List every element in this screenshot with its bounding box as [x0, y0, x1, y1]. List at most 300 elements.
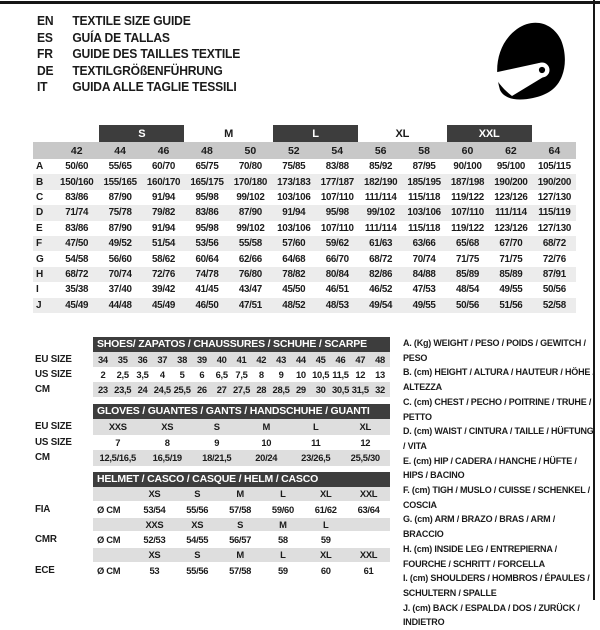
size-value-cell: 46/52 — [369, 284, 393, 296]
size-value-cell: 95/98 — [325, 207, 349, 219]
strip-value-cell: 28,5 — [272, 384, 290, 395]
size-column-header: 48 — [201, 144, 213, 157]
strip-value-cell: 18/21,5 — [202, 452, 232, 464]
size-value-cell: 50/60 — [65, 161, 89, 173]
strip-value-cell: 6 — [199, 369, 205, 380]
strip-value-cell: XL — [320, 488, 332, 500]
strip-value-cell: 12 — [355, 369, 366, 380]
size-value-cell: 87/95 — [412, 161, 436, 173]
strip-value-cell: 58 — [277, 534, 288, 545]
strip-value-cell: 10 — [295, 369, 306, 380]
size-value-cell: 55/65 — [108, 161, 132, 173]
size-group-s: S — [99, 125, 184, 142]
size-column-header: 58 — [418, 144, 430, 157]
size-value-cell: 52/58 — [542, 299, 566, 311]
row-letter: E — [36, 222, 43, 234]
size-table-body — [33, 159, 576, 313]
measurement-legend — [403, 336, 595, 630]
strip-value-cell: 2 — [100, 369, 106, 380]
size-value-cell: 71/74 — [65, 207, 89, 219]
strip-value-cell: 44 — [295, 354, 306, 365]
size-value-cell: 70/74 — [108, 268, 132, 280]
strip-value-cell: 56/57 — [229, 534, 252, 545]
size-value-cell: 46/51 — [325, 284, 349, 296]
size-value-cell: 37/40 — [108, 284, 132, 296]
size-value-cell: 123/126 — [494, 222, 528, 234]
strip-value-cell: 52/53 — [143, 534, 166, 545]
strip-value-cell: 27 — [216, 384, 227, 395]
row-label: ECE — [35, 564, 55, 576]
size-value-cell: 78/82 — [282, 268, 306, 280]
size-value-cell: 49/55 — [412, 299, 436, 311]
size-value-cell: 150/160 — [60, 176, 94, 188]
strip-value-cell: 57/58 — [229, 503, 252, 515]
strip-value-cell: 41 — [236, 354, 247, 365]
size-value-cell: 185/195 — [407, 176, 441, 188]
strip-value-cell: 11,5 — [332, 369, 349, 380]
diameter-unit-cell: Ø CM — [97, 503, 121, 515]
size-value-cell: 48/53 — [325, 299, 349, 311]
strip-value-cell: 47 — [355, 354, 366, 365]
size-value-cell: 48/52 — [282, 299, 306, 311]
size-value-cell: 44/48 — [108, 299, 132, 311]
size-value-cell: 160/170 — [146, 176, 181, 188]
size-table-row — [33, 221, 576, 236]
size-value-cell: 60/64 — [195, 253, 219, 265]
strip-value-cell: 53/54 — [143, 503, 166, 515]
strip-value-cell: M — [236, 488, 244, 500]
row-letter: I — [36, 284, 39, 296]
size-value-cell: 91/94 — [152, 222, 176, 234]
row-letter: B — [36, 176, 44, 188]
size-value-cell: 65/68 — [455, 238, 480, 250]
size-value-cell: 47/51 — [238, 299, 262, 311]
strip-value-cell: 13 — [375, 369, 385, 380]
size-value-cell: 107/110 — [451, 207, 484, 219]
size-value-cell: 95/98 — [195, 222, 219, 234]
size-value-cell: 80/84 — [325, 268, 349, 280]
legend-item: D. (cm) WAIST / CINTURA / TAILLE / HÜFTUNG / VITA — [403, 426, 594, 451]
size-value-cell: 87/91 — [542, 268, 566, 280]
gloves-row-labels — [35, 404, 93, 466]
language-code: FR — [37, 46, 53, 61]
size-value-cell: 115/118 — [407, 191, 441, 203]
strip-value-cell: 10 — [261, 436, 272, 448]
size-value-cell: 90/100 — [453, 161, 482, 173]
strip-value-cell: 57/58 — [229, 564, 252, 576]
size-value-cell: 127/130 — [537, 191, 572, 203]
strip-value-cell: 39 — [196, 354, 207, 365]
strip-value-cell: 6,5 — [215, 369, 228, 380]
strip-value-cell: M — [236, 549, 244, 561]
strip-value-cell: XS — [161, 421, 174, 433]
strip-value-cell: 31,5 — [351, 384, 369, 395]
strip-value-cell: 59 — [320, 534, 331, 545]
strip-value-cell: 4 — [159, 369, 165, 380]
size-group-header-row — [55, 125, 576, 142]
row-letter: A — [36, 161, 44, 173]
size-value-cell: 47/50 — [65, 238, 89, 250]
size-value-cell: 68/72 — [369, 253, 393, 265]
row-label: CM — [35, 452, 50, 464]
size-group-spacer — [534, 125, 576, 142]
size-value-cell: 64/68 — [282, 253, 306, 265]
strip-table-row — [93, 352, 390, 367]
size-value-cell: 51/56 — [499, 299, 523, 311]
size-column-header: 46 — [157, 144, 170, 157]
language-code: EN — [37, 13, 54, 28]
legend-item: E. (cm) HIP / CADERA / HANCHE / HÜFTE / HIPS / BACINO — [403, 455, 577, 481]
size-value-cell: 57/60 — [282, 238, 306, 250]
strip-value-cell: S — [194, 549, 201, 561]
label-column-spacer — [35, 337, 93, 352]
size-value-cell: 39/42 — [152, 284, 176, 296]
shoes-grid — [93, 337, 390, 397]
size-group-spacer — [55, 125, 97, 142]
size-value-cell: 54/58 — [65, 253, 89, 265]
legend-item: H. (cm) INSIDE LEG / ENTREPIERNA / FOURCHE / SCHRITT / FORCELLA — [403, 543, 557, 569]
strip-value-cell: 23,5 — [114, 384, 132, 395]
size-value-cell: 95/100 — [496, 161, 526, 173]
strip-value-cell: 8 — [258, 369, 264, 380]
size-value-cell: 85/92 — [369, 161, 393, 173]
strip-value-cell: 2,5 — [116, 369, 129, 380]
strip-value-cell: 38 — [177, 354, 187, 365]
strip-value-cell: XXS — [108, 421, 127, 433]
gloves-table-title: GLOVES / GUANTES / GANTS / HANDSCHUHE / GUANTI — [93, 404, 390, 419]
strip-value-cell: 30,5 — [331, 384, 349, 395]
size-value-cell: 41/45 — [195, 284, 219, 296]
size-value-cell: 47/53 — [412, 284, 436, 296]
language-row — [37, 46, 240, 63]
size-value-cell: 35/38 — [65, 284, 89, 296]
size-table-row — [33, 251, 576, 266]
diameter-unit-cell: Ø CM — [97, 564, 121, 576]
size-value-cell: 63/66 — [412, 238, 436, 250]
strip-value-cell: 55/56 — [186, 503, 209, 515]
strip-value-cell: 3,5 — [136, 369, 149, 380]
size-value-cell: 74/78 — [195, 268, 219, 280]
strip-value-cell: 53 — [149, 564, 160, 576]
strip-value-cell: S — [194, 488, 201, 500]
size-value-cell: 72/76 — [542, 253, 566, 265]
size-value-cell: 46/50 — [195, 299, 219, 311]
size-value-cell: 105/115 — [537, 161, 571, 173]
size-value-cell: 50/56 — [455, 299, 480, 311]
legend-item: B. (cm) HEIGHT / ALTURA / HAUTEUR / HÖHE / ALTEZZA — [403, 367, 595, 393]
strip-value-cell: 5 — [179, 369, 185, 380]
shoes-row-labels — [35, 337, 93, 397]
size-value-cell: 173/183 — [277, 176, 311, 188]
row-label: EU SIZE — [35, 421, 72, 433]
strip-value-cell: 40 — [216, 354, 227, 365]
row-label — [35, 548, 93, 562]
numeric-sizes-header-row — [33, 142, 576, 159]
size-table-row — [33, 159, 576, 174]
strip-value-cell: XXL — [359, 549, 378, 561]
size-value-cell: 51/54 — [152, 238, 176, 250]
strip-value-cell: 16,5/19 — [152, 452, 182, 464]
language-title: GUÍA DE TALLAS — [72, 29, 170, 45]
helmet-size-table — [35, 472, 390, 579]
strip-table-row — [93, 419, 390, 435]
row-label: CMR — [35, 534, 57, 545]
size-value-cell: 71/75 — [455, 253, 480, 265]
size-value-cell: 95/98 — [195, 191, 219, 203]
size-value-cell: 59/62 — [325, 238, 349, 250]
size-value-cell: 43/47 — [238, 284, 262, 296]
strip-value-cell: 32 — [375, 384, 385, 395]
size-table-row — [33, 267, 576, 282]
strip-value-cell: 11 — [311, 436, 321, 448]
helmet-grid — [93, 472, 390, 579]
size-table-row — [33, 205, 576, 220]
size-value-cell: 119/122 — [451, 191, 484, 203]
size-value-cell: 99/102 — [366, 207, 395, 219]
strip-value-cell: 28 — [256, 384, 267, 395]
strip-value-cell: M — [262, 421, 270, 433]
row-label: FIA — [35, 503, 51, 515]
strip-value-cell: 59 — [277, 564, 288, 576]
strip-value-cell: 42 — [256, 354, 267, 365]
language-row — [37, 63, 240, 80]
row-letter: D — [36, 207, 44, 219]
strip-table-row — [93, 435, 390, 451]
strip-table-row — [93, 518, 390, 532]
strip-value-cell: 9 — [214, 436, 220, 448]
strip-table-row — [93, 562, 390, 579]
strip-value-cell: XS — [191, 518, 204, 530]
size-value-cell: 99/102 — [236, 222, 265, 234]
gloves-size-table — [35, 404, 390, 466]
strip-value-cell: 59/60 — [271, 503, 294, 515]
strip-value-cell: 24,5 — [153, 384, 171, 395]
language-title: TEXTILGRÖßENFÜHRUNG — [72, 62, 223, 78]
size-column-header: 64 — [548, 144, 561, 157]
legend-item: G. (cm) ARM / BRAZO / BRAS / ARM / BRACCIO — [403, 514, 556, 540]
size-value-cell: 190/200 — [494, 176, 528, 188]
row-letter: H — [36, 268, 44, 280]
size-value-cell: 62/66 — [238, 253, 262, 265]
size-value-cell: 119/122 — [451, 222, 484, 234]
size-value-cell: 182/190 — [364, 176, 398, 188]
size-value-cell: 58/62 — [152, 253, 176, 265]
row-letter: F — [36, 238, 43, 250]
language-row — [37, 79, 240, 96]
strip-value-cell: XL — [359, 421, 371, 433]
size-value-cell: 190/200 — [537, 176, 572, 188]
size-column-header: 60 — [461, 144, 474, 157]
strip-value-cell: XS — [148, 549, 161, 561]
size-value-cell: 123/126 — [494, 191, 528, 203]
size-value-cell: 83/86 — [65, 222, 89, 234]
legend-item: J. (cm) BACK / ESPALDA / DOS / ZURÜCK / INDIETRO — [403, 602, 580, 628]
size-value-cell: 68/72 — [542, 238, 566, 250]
size-table-row — [33, 190, 576, 205]
strip-value-cell: L — [323, 518, 329, 530]
strip-value-cell: 10,5 — [312, 369, 330, 380]
strip-value-cell: 63/64 — [357, 503, 380, 515]
row-label: CM — [35, 384, 50, 395]
size-value-cell: 49/54 — [369, 299, 393, 311]
strip-value-cell: 20/24 — [255, 452, 278, 464]
row-letter: J — [36, 299, 42, 311]
size-value-cell: 107/110 — [320, 191, 354, 203]
row-label — [35, 518, 93, 532]
size-value-cell: 72/76 — [152, 268, 176, 280]
size-value-cell: 83/88 — [325, 161, 349, 173]
size-value-cell: 82/86 — [369, 268, 393, 280]
label-column-spacer — [35, 472, 93, 487]
legend-item: I. (cm) SHOULDERS / HOMBROS / ÉPAULES / SCHULTERN / SPALLE — [403, 573, 590, 598]
strip-value-cell: 61 — [363, 564, 374, 576]
gloves-grid — [93, 404, 390, 466]
strip-value-cell: 46 — [335, 354, 346, 365]
strip-value-cell: L — [280, 488, 286, 500]
size-value-cell: 103/106 — [277, 191, 311, 203]
legend-item: F. (cm) TIGH / MUSLO / CUISSE / SCHENKEL / COSCIA — [403, 485, 590, 510]
row-label: US SIZE — [35, 369, 72, 380]
size-value-cell: 177/187 — [320, 176, 354, 188]
language-title: TEXTILE SIZE GUIDE — [72, 13, 191, 28]
size-value-cell: 48/54 — [455, 284, 480, 296]
strip-value-cell: 36 — [137, 354, 148, 365]
size-value-cell: 83/86 — [195, 207, 219, 219]
size-value-cell: 65/75 — [195, 161, 219, 173]
language-title: GUIDA ALLE TAGLIE TESSILI — [72, 79, 237, 94]
size-value-cell: 66/70 — [325, 253, 349, 265]
size-value-cell: 75/85 — [282, 161, 306, 173]
size-group-l: L — [273, 125, 358, 142]
size-value-cell: 87/90 — [108, 191, 132, 203]
size-value-cell: 45/49 — [65, 299, 89, 311]
size-column-header: 44 — [114, 144, 126, 157]
shoes-size-table — [35, 337, 390, 397]
strip-value-cell: XXS — [145, 518, 164, 530]
strip-value-cell: L — [313, 421, 319, 433]
row-letter: G — [36, 253, 44, 265]
strip-value-cell: 55/56 — [186, 564, 209, 576]
size-value-cell: 71/75 — [499, 253, 523, 265]
strip-table-row — [93, 531, 390, 548]
size-value-cell: 91/94 — [152, 191, 176, 203]
row-label: EU SIZE — [35, 354, 72, 365]
textile-size-table — [33, 125, 576, 313]
language-row — [37, 13, 240, 30]
helmet-table-title: HELMET / CASCO / CASQUE / HELM / CASCO — [93, 472, 390, 487]
strip-table-row — [93, 487, 390, 501]
language-code: ES — [37, 29, 53, 45]
size-value-cell: 55/58 — [238, 238, 262, 250]
strip-value-cell: 45 — [315, 354, 326, 365]
size-value-cell: 83/86 — [65, 191, 89, 203]
strip-table-row — [93, 367, 390, 382]
size-value-cell: 70/74 — [412, 253, 436, 265]
strip-value-cell: 25,5 — [173, 384, 191, 395]
strip-table-row — [93, 382, 390, 397]
size-column-header: 56 — [374, 144, 387, 157]
size-value-cell: 56/60 — [108, 253, 132, 265]
size-column-header: 52 — [287, 144, 300, 157]
strip-value-cell: 34 — [97, 354, 108, 365]
size-value-cell: 85/89 — [455, 268, 480, 280]
strip-value-cell: 27,5 — [232, 384, 250, 395]
size-value-cell: 165/175 — [190, 176, 224, 188]
language-code: IT — [37, 79, 48, 94]
size-value-cell: 107/110 — [320, 222, 354, 234]
row-label: US SIZE — [35, 436, 72, 448]
size-group-xxl: XXL — [447, 125, 532, 142]
strip-value-cell: 30 — [315, 384, 326, 395]
strip-table-row — [93, 450, 390, 466]
size-value-cell: 53/56 — [195, 238, 219, 250]
size-value-cell: 50/56 — [542, 284, 566, 296]
strip-value-cell: 54/55 — [186, 534, 209, 545]
size-group-xl: XL — [395, 127, 410, 140]
strip-value-cell: 24 — [137, 384, 148, 395]
size-table-row — [33, 236, 576, 251]
size-value-cell: 76/80 — [238, 268, 262, 280]
strip-value-cell: 12 — [360, 436, 371, 448]
size-value-cell: 99/102 — [236, 191, 265, 203]
size-value-cell: 91/94 — [282, 207, 306, 219]
size-value-cell: 155/165 — [103, 176, 137, 188]
size-value-cell: 70/80 — [238, 161, 262, 173]
strip-value-cell: XXL — [359, 488, 378, 500]
shoes-table-title: SHOES/ ZAPATOS / CHAUSSURES / SCHUHE / SCARPE — [93, 337, 390, 352]
size-value-cell: 85/89 — [499, 268, 523, 280]
strip-value-cell: 60 — [320, 564, 331, 576]
size-value-cell: 170/180 — [233, 176, 268, 188]
legend-item: C. (cm) CHEST / PECHO / POITRINE / TRUHE / PETTO — [403, 396, 592, 422]
size-value-cell: 84/88 — [412, 268, 436, 280]
size-table-row — [33, 174, 576, 189]
size-value-cell: 79/82 — [152, 207, 176, 219]
strip-value-cell: 12,5/16,5 — [99, 452, 136, 464]
helmet-row-labels — [35, 472, 93, 579]
size-group-m: M — [224, 127, 234, 140]
strip-value-cell: 23 — [97, 384, 108, 395]
size-value-cell: 87/90 — [238, 207, 262, 219]
size-value-cell: 49/52 — [108, 238, 132, 250]
size-value-cell: 111/114 — [495, 207, 527, 219]
racing-helmet-icon — [487, 16, 567, 104]
language-title: GUIDE DES TAILLES TEXTILE — [72, 46, 241, 61]
strip-value-cell: L — [280, 549, 286, 561]
size-value-cell: 60/70 — [152, 161, 176, 173]
strip-value-cell: 61/62 — [314, 503, 337, 515]
size-value-cell: 103/106 — [407, 207, 441, 219]
diameter-unit-cell: Ø CM — [97, 534, 121, 545]
size-value-cell: 45/50 — [282, 284, 306, 296]
size-value-cell: 87/90 — [108, 222, 132, 234]
size-column-header: 54 — [331, 144, 344, 157]
page-border-top — [0, 1, 600, 4]
strip-table-row — [93, 501, 390, 518]
strip-value-cell: 35 — [117, 354, 128, 365]
strip-value-cell: 29 — [295, 384, 306, 395]
title-language-list — [37, 13, 240, 96]
strip-value-cell: S — [237, 518, 244, 530]
strip-value-cell: XS — [148, 488, 161, 500]
size-column-header: 42 — [70, 144, 83, 157]
size-table-row — [33, 298, 576, 313]
size-value-cell: 68/72 — [65, 268, 89, 280]
row-label — [35, 487, 93, 501]
size-value-cell: 49/55 — [499, 284, 523, 296]
size-value-cell: 103/106 — [277, 222, 311, 234]
strip-value-cell: 23/26,5 — [301, 452, 331, 464]
